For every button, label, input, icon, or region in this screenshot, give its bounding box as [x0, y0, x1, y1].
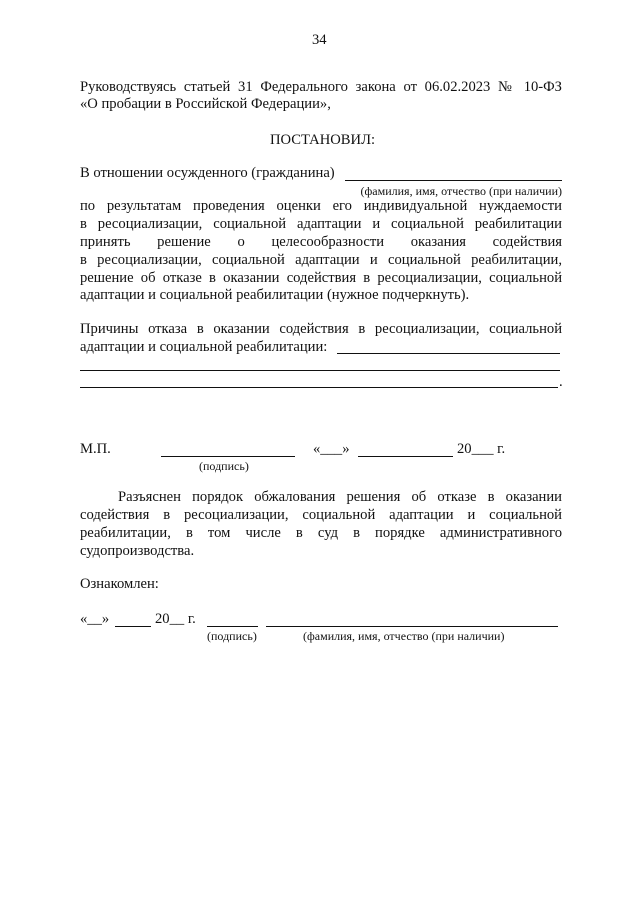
- decision-line-6: адаптации и социальной реабилитации (нужное подчеркнуть).: [80, 287, 470, 303]
- reasons-field-line-1[interactable]: [337, 353, 560, 354]
- convict-label: В отношении осужденного (гражданина): [80, 165, 335, 181]
- period: .: [559, 374, 563, 390]
- decision-line-5: решение об отказе в оказании содействия в ресоциализации, социальной: [80, 270, 562, 286]
- acquainted-label: Ознакомлен:: [80, 576, 159, 592]
- explained-line-2: содействия в ресоциализации, социальной адаптации и социальной: [80, 507, 562, 523]
- page-number: 34: [312, 32, 327, 48]
- stamp-month-line[interactable]: [358, 456, 453, 457]
- heading: ПОСТАНОВИЛ:: [270, 132, 376, 148]
- convict-name-line[interactable]: [345, 180, 562, 181]
- reasons-field-line-2[interactable]: [80, 370, 560, 371]
- acquainted-name-caption: (фамилия, имя, отчество (при наличии): [303, 629, 505, 643]
- signature-caption: (подпись): [199, 459, 249, 473]
- acquainted-month-line[interactable]: [115, 626, 151, 627]
- reasons-line-1: Причины отказа в оказании содействия в ресоциализации, социальной: [80, 321, 562, 337]
- explained-line-1: Разъяснен порядок обжалования решения об отказе в оказании: [118, 489, 562, 505]
- acquainted-year[interactable]: 20__ г.: [155, 611, 196, 627]
- stamp-day[interactable]: «___»: [313, 441, 350, 457]
- reasons-line-2: адаптации и социальной реабилитации:: [80, 339, 328, 355]
- preamble-line-2: «О пробации в Российской Федерации»,: [80, 96, 331, 112]
- decision-line-2: в ресоциализации, социальной адаптации и социальной реабилитации: [80, 216, 562, 232]
- explained-line-3: реабилитации, в том числе в суд в порядке административного: [80, 525, 562, 541]
- explained-line-4: судопроизводства.: [80, 543, 195, 559]
- decision-line-3: принять решение о целесообразности оказания содействия: [80, 234, 562, 250]
- acquainted-signature-line[interactable]: [207, 626, 258, 627]
- acquainted-day[interactable]: «__»: [80, 611, 110, 627]
- signature-line[interactable]: [161, 456, 295, 457]
- acquainted-name-line[interactable]: [266, 626, 558, 627]
- stamp-year[interactable]: 20___ г.: [457, 441, 506, 457]
- name-caption: (фамилия, имя, отчество (при наличии): [360, 184, 562, 198]
- stamp-mp: М.П.: [80, 441, 111, 457]
- preamble-line-1: Руководствуясь статьей 31 Федерального закона от 06.02.2023 № 10-ФЗ: [80, 79, 562, 95]
- reasons-field-line-3[interactable]: [80, 387, 558, 388]
- decision-line-4: в ресоциализации, социальной адаптации и социальной реабилитации,: [80, 252, 562, 268]
- decision-line-1: по результатам проведения оценки его индивидуальной нуждаемости: [80, 198, 562, 214]
- acquainted-signature-caption: (подпись): [207, 629, 257, 643]
